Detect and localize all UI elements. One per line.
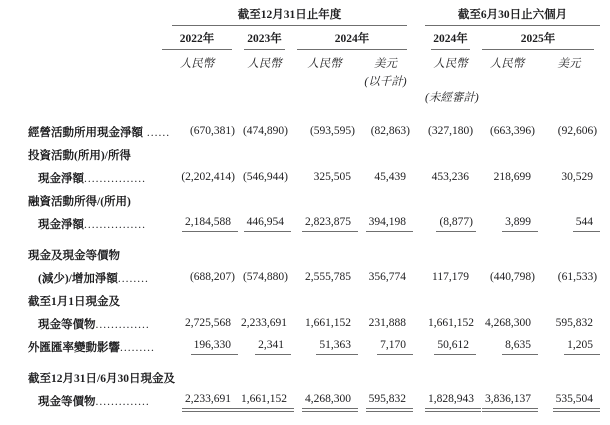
table-row <box>28 240 600 263</box>
group-header-annual-label: 截至12月31日止年度 <box>172 6 407 26</box>
value-cell <box>476 332 538 355</box>
leader-dots: ......... <box>120 342 155 354</box>
value-cell <box>358 332 413 355</box>
currency-label: 美元 <box>374 58 397 70</box>
corner-cell <box>28 50 156 117</box>
currency-header-rmb-2024 <box>291 50 358 117</box>
year-label: 2024年 <box>297 30 407 50</box>
cell-value: 2,823,875 <box>302 214 358 232</box>
column-gap <box>413 117 425 140</box>
cell-value: 4,268,300 <box>302 391 358 409</box>
group-header-interim <box>425 6 600 26</box>
currency-note-unaudited: (未經審計) <box>425 92 479 104</box>
row-label-text: 截至1月1日現金及 <box>28 296 120 308</box>
cell-value: (2,202,414) <box>181 171 235 183</box>
table-row <box>28 263 600 286</box>
value-cell <box>538 263 600 286</box>
value-cell <box>358 263 413 286</box>
cell-value: 1,661,152 <box>305 317 351 329</box>
currency-header-rmb-2023 <box>238 50 291 117</box>
corner-cell <box>28 6 156 26</box>
cell-value: 446,954 <box>244 214 291 232</box>
value-cell <box>238 263 291 286</box>
cell-value: 595,832 <box>555 317 594 329</box>
row-label-text: (減少)/增加淨額 <box>38 273 118 285</box>
cell-value: 4,268,300 <box>485 317 531 329</box>
corner-cell <box>28 26 156 50</box>
column-gap <box>413 26 425 50</box>
value-cell <box>156 309 238 332</box>
column-gap <box>413 332 425 355</box>
value-cell <box>425 309 476 332</box>
cell-value: (546,944) <box>242 171 288 183</box>
table-row <box>28 140 600 163</box>
row-label-line2 <box>28 163 156 186</box>
row-spacer <box>28 232 600 240</box>
value-cell <box>425 117 476 140</box>
cell-value: 595,832 <box>366 391 413 409</box>
cell-value: 7,170 <box>377 337 413 355</box>
cell-value: 231,888 <box>368 317 406 329</box>
row-label-line2 <box>28 209 156 232</box>
cell-value: 453,236 <box>431 171 469 183</box>
table-row <box>28 186 600 209</box>
value-cell <box>291 386 358 409</box>
cell-value: (663,396) <box>489 125 535 137</box>
value-cell <box>238 209 291 232</box>
cell-value: 544 <box>573 214 600 232</box>
row-label-text: 現金等價物 <box>38 396 96 408</box>
currency-header-rmb-2025 <box>476 50 538 117</box>
year-header-2022 <box>156 26 238 50</box>
group-header-annual <box>156 6 413 26</box>
year-header-2024-interim <box>425 26 476 50</box>
row-label-text: 現金及現金等價物 <box>28 250 120 262</box>
cell-value: 2,233,691 <box>241 317 287 329</box>
table-body <box>28 117 600 409</box>
cell-value: (8,877) <box>436 214 476 232</box>
cell-value: 535,504 <box>553 391 600 409</box>
value-cell <box>476 263 538 286</box>
value-cell <box>156 163 238 186</box>
row-label-line1 <box>28 286 600 309</box>
value-cell <box>291 209 358 232</box>
value-cell <box>476 386 538 409</box>
column-gap <box>413 263 425 286</box>
cell-value: (574,880) <box>242 271 288 283</box>
cell-value: (82,863) <box>370 125 410 137</box>
value-cell <box>358 386 413 409</box>
row-label-text: 外匯匯率變動影響 <box>28 342 120 354</box>
cell-value: 394,198 <box>366 214 413 232</box>
row-label-line2 <box>28 309 156 332</box>
year-label: 2024年 <box>431 30 470 50</box>
currency-header-usd-2024 <box>358 50 413 117</box>
currency-header-row <box>28 50 600 117</box>
value-cell <box>538 209 600 232</box>
value-cell <box>291 309 358 332</box>
cell-value: (61,533) <box>557 271 598 283</box>
value-cell <box>156 332 238 355</box>
table-row <box>28 309 600 332</box>
currency-label: 人民幣 <box>247 58 282 70</box>
value-cell <box>425 386 476 409</box>
row-spacer <box>28 355 600 363</box>
row-label-text: 現金淨額 <box>38 173 84 185</box>
currency-header-usd-2025 <box>538 50 600 117</box>
row-label-single <box>28 332 156 355</box>
value-cell <box>476 309 538 332</box>
value-cell <box>291 117 358 140</box>
value-cell <box>358 309 413 332</box>
table-row <box>28 209 600 232</box>
cell-value: 117,179 <box>432 271 469 283</box>
cell-value: (593,595) <box>309 125 355 137</box>
cell-value: 218,699 <box>493 171 531 183</box>
cell-value: (670,381) <box>189 125 235 137</box>
row-label-line2 <box>28 263 156 286</box>
row-label-line1 <box>28 240 600 263</box>
column-gap <box>413 50 425 117</box>
table-row <box>28 386 600 409</box>
value-cell <box>238 386 291 409</box>
cell-value: 2,184,588 <box>182 214 238 232</box>
group-header-row <box>28 6 600 26</box>
column-gap <box>413 163 425 186</box>
table-row <box>28 363 600 386</box>
row-label-text: 截至12月31日/6月30日現金及 <box>28 373 175 385</box>
column-gap <box>413 309 425 332</box>
table-row <box>28 163 600 186</box>
currency-note-thousands: (以千計) <box>364 76 407 88</box>
value-cell <box>358 117 413 140</box>
cell-value: (688,207) <box>189 271 235 283</box>
cell-value: 3,836,137 <box>482 391 538 409</box>
cell-value: (327,180) <box>428 125 474 137</box>
value-cell <box>238 309 291 332</box>
value-cell <box>156 386 238 409</box>
year-label: 2022年 <box>162 30 232 50</box>
value-cell <box>425 209 476 232</box>
currency-header-rmb-2024-interim <box>425 50 479 117</box>
cell-value: 2,341 <box>255 337 291 355</box>
year-header-2023 <box>238 26 291 50</box>
currency-header-rmb-2022 <box>156 50 238 117</box>
cell-value: 8,635 <box>502 337 538 355</box>
cell-value: 2,725,568 <box>185 317 231 329</box>
year-header-row <box>28 26 600 50</box>
column-gap <box>413 6 425 26</box>
value-cell <box>425 332 476 355</box>
year-header-2024-annual <box>291 26 413 50</box>
leader-dots: ................ <box>84 219 146 231</box>
value-cell <box>476 117 538 140</box>
value-cell <box>538 163 600 186</box>
cell-value: 1,205 <box>564 337 600 355</box>
cell-value: 2,555,785 <box>305 271 351 283</box>
value-cell <box>476 209 538 232</box>
cell-value: (474,890) <box>242 125 288 137</box>
value-cell <box>291 163 358 186</box>
cell-value: (440,798) <box>489 271 535 283</box>
value-cell <box>238 332 291 355</box>
column-gap <box>413 209 425 232</box>
cell-value: 196,330 <box>191 337 238 355</box>
row-label-text: 現金等價物 <box>38 319 96 331</box>
leader-dots: ................ <box>84 173 146 185</box>
currency-label: 美元 <box>557 58 581 70</box>
row-label-single <box>28 117 171 140</box>
table-row <box>28 286 600 309</box>
value-cell <box>291 263 358 286</box>
value-cell <box>358 209 413 232</box>
leader-dots: .............. <box>95 319 150 331</box>
cell-value: 325,505 <box>313 171 351 183</box>
row-label-text: 經營活動所用現金淨額 <box>28 127 143 139</box>
cell-value: (92,606) <box>557 125 598 137</box>
value-cell <box>538 386 600 409</box>
currency-label: 人民幣 <box>307 58 342 70</box>
value-cell <box>156 209 238 232</box>
row-label-text: 融資活動所得/(所用) <box>28 196 131 208</box>
table-row <box>28 332 600 355</box>
leader-dots: ........ <box>117 273 149 285</box>
value-cell <box>538 309 600 332</box>
row-label-line1 <box>28 363 600 386</box>
year-label: 2023年 <box>244 30 285 50</box>
cell-value: 3,899 <box>502 214 538 232</box>
value-cell <box>538 332 600 355</box>
cash-flow-summary-table <box>28 6 600 409</box>
cell-value: 1,661,152 <box>428 317 474 329</box>
value-cell <box>425 163 476 186</box>
cell-value: 1,661,152 <box>238 391 294 409</box>
column-gap <box>413 386 425 409</box>
cell-value: 51,363 <box>316 337 358 355</box>
value-cell <box>538 117 600 140</box>
row-label-line1 <box>28 186 600 209</box>
year-header-2025 <box>476 26 600 50</box>
cell-value: 2,233,691 <box>182 391 238 409</box>
value-cell <box>425 263 476 286</box>
table-row <box>28 117 600 140</box>
cell-value: 30,529 <box>561 171 594 183</box>
cell-value: 50,612 <box>434 337 476 355</box>
row-label-text: 現金淨額 <box>38 219 84 231</box>
leader-dots: .............. <box>95 396 150 408</box>
row-label-text: 投資活動(所用)/所得 <box>28 150 131 162</box>
row-label-line2 <box>28 386 156 409</box>
currency-label: 人民幣 <box>489 58 525 70</box>
cell-value: 1,828,943 <box>425 391 481 409</box>
year-label: 2025年 <box>482 30 594 50</box>
row-label-line1 <box>28 140 600 163</box>
currency-label: 人民幣 <box>179 58 215 70</box>
currency-label: 人民幣 <box>433 58 468 70</box>
value-cell <box>238 163 291 186</box>
cell-value: 356,774 <box>368 271 406 283</box>
leader-dots: ...... <box>143 127 171 139</box>
value-cell <box>476 163 538 186</box>
value-cell <box>238 117 291 140</box>
value-cell <box>291 332 358 355</box>
cell-value: 45,439 <box>374 171 406 183</box>
cash-flow-statement-page <box>0 6 610 425</box>
group-header-interim-label: 截至6月30日止六個月 <box>425 6 600 26</box>
value-cell <box>156 263 238 286</box>
value-cell <box>358 163 413 186</box>
